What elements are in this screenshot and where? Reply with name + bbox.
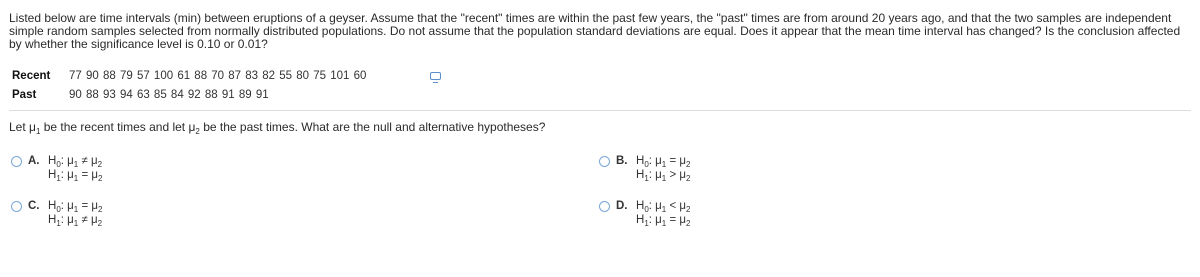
hyp-text: < μ: [666, 200, 686, 212]
recent-values: 77 90 88 79 57 100 61 88 70 87 83 82 55 80 75 101 60: [69, 70, 367, 82]
problem-statement: Listed below are time intervals (min) between eruptions of a geyser. Assume that the "recent" times are within the past few years, the "past" times are from around 20 years ago, and that the two samples are independent simple random samples selected from normally distributed populations. Do not assume that the population standard deviations are equal. Does it appear that the mean time interval has changed? Is the conclusion affected by whether the significance level is 0.10 or 0.01?: [9, 11, 1181, 51]
subscript: 2: [195, 127, 200, 136]
h-symbol: H: [48, 169, 57, 181]
subscript: 2: [97, 174, 103, 183]
radio-button[interactable]: [599, 201, 610, 212]
subscript: 0: [56, 205, 61, 214]
hyp-text: : μ: [60, 214, 74, 226]
subscript: 1: [73, 219, 79, 228]
subscript: 2: [685, 219, 691, 228]
subscript: 2: [97, 219, 103, 228]
hyp-text: : μ: [60, 200, 74, 212]
alternative-hypothesis: [636, 169, 690, 181]
subscript: 2: [685, 160, 691, 169]
subscript: 1: [644, 174, 649, 183]
subscript: 1: [56, 174, 61, 183]
null-hypothesis: [636, 155, 690, 167]
h-symbol: H: [48, 214, 57, 226]
hyp-text: : μ: [648, 169, 662, 181]
null-hypothesis: [48, 200, 102, 212]
subscript: 1: [73, 205, 79, 214]
hyp-text: = μ: [78, 169, 98, 181]
hyp-text: : μ: [60, 155, 74, 167]
alternative-hypothesis: [48, 214, 102, 226]
hyp-text: ≠ μ: [78, 214, 98, 226]
subscript: 2: [97, 205, 103, 214]
option-letter: D.: [616, 200, 628, 212]
h-symbol: H: [636, 214, 645, 226]
radio-button[interactable]: [11, 201, 22, 212]
past-label: Past: [12, 89, 37, 101]
hyp-text: ≠ μ: [78, 155, 98, 167]
question-part: be the past times. What are the null and alternative hypotheses?: [199, 120, 546, 134]
h-symbol: H: [636, 155, 645, 167]
subscript: 0: [644, 205, 649, 214]
subscript: 0: [644, 160, 649, 169]
hyp-text: : μ: [60, 169, 74, 181]
option-letter: A.: [28, 155, 40, 167]
alternative-hypothesis: [48, 169, 102, 181]
copy-data-icon[interactable]: [430, 72, 441, 80]
divider: [9, 110, 1191, 111]
question-text: [9, 120, 545, 134]
h-symbol: H: [48, 155, 57, 167]
radio-button[interactable]: [11, 156, 22, 167]
subscript: 1: [73, 160, 79, 169]
h-symbol: H: [636, 169, 645, 181]
subscript: 1: [644, 219, 649, 228]
hyp-text: : μ: [648, 155, 662, 167]
subscript: 1: [661, 219, 667, 228]
subscript: 2: [685, 205, 691, 214]
question-part: be the recent times and let: [40, 120, 189, 134]
mu-symbol: μ: [188, 120, 196, 134]
alternative-hypothesis: [636, 214, 690, 226]
option-letter: C.: [28, 200, 40, 212]
subscript: 1: [56, 219, 61, 228]
question-part: Let: [9, 120, 30, 134]
subscript: 2: [97, 160, 103, 169]
hyp-text: > μ: [666, 169, 686, 181]
subscript: 1: [661, 174, 667, 183]
hyp-text: = μ: [78, 200, 98, 212]
hyp-text: = μ: [666, 155, 686, 167]
subscript: 2: [685, 174, 691, 183]
subscript: 0: [56, 160, 61, 169]
past-values: 90 88 93 94 63 85 84 92 88 91 89 91: [69, 89, 269, 101]
subscript: 1: [35, 127, 41, 136]
null-hypothesis: [636, 200, 690, 212]
subscript: 1: [661, 160, 667, 169]
recent-label: Recent: [12, 70, 51, 82]
null-hypothesis: [48, 155, 102, 167]
h-symbol: H: [636, 200, 645, 212]
mu-symbol: μ: [29, 120, 36, 134]
hyp-text: : μ: [648, 200, 662, 212]
subscript: 1: [661, 205, 667, 214]
hyp-text: = μ: [666, 214, 686, 226]
subscript: 1: [73, 174, 79, 183]
option-letter: B.: [616, 155, 628, 167]
hyp-text: : μ: [648, 214, 662, 226]
radio-button[interactable]: [599, 156, 610, 167]
h-symbol: H: [48, 200, 57, 212]
